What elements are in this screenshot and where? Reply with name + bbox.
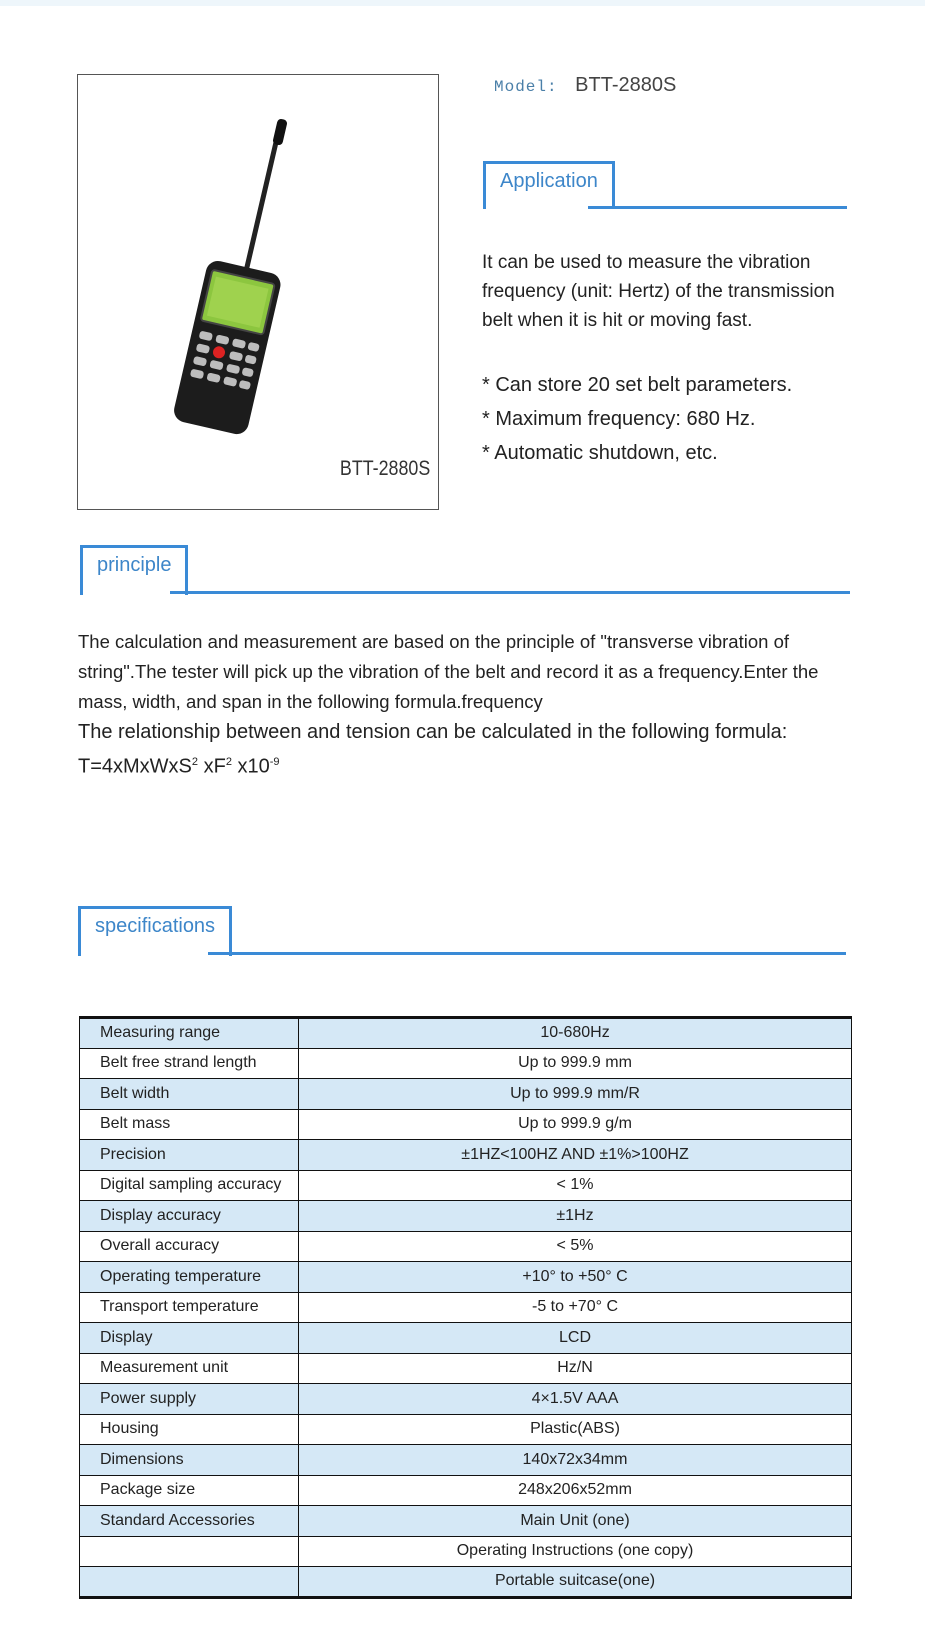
section-principle <box>80 545 850 595</box>
application-text: It can be used to measure the vibration frequency (unit: Hertz) of the transmission belt when it is hit or moving fast. <box>482 252 835 331</box>
section-title-principle: principle <box>80 545 188 595</box>
model-value: BTT-2880S <box>575 74 677 96</box>
model-line <box>494 74 676 97</box>
table-row <box>80 1506 852 1537</box>
spec-value: 4×1.5V AAA <box>299 1384 852 1415</box>
table-row <box>80 1079 852 1110</box>
spec-label: Digital sampling accuracy <box>80 1170 299 1201</box>
spec-label: Belt mass <box>80 1109 299 1140</box>
spec-label: Display accuracy <box>80 1201 299 1232</box>
principle-text <box>78 627 858 782</box>
spec-value: +10° to +50° C <box>299 1262 852 1293</box>
spec-label: Power supply <box>80 1384 299 1415</box>
table-row <box>80 1292 852 1323</box>
section-specifications <box>78 906 846 956</box>
spec-label: Standard Accessories <box>80 1506 299 1537</box>
spec-value: Operating Instructions (one copy) <box>299 1536 852 1567</box>
spec-label: Measurement unit <box>80 1353 299 1384</box>
table-row <box>80 1170 852 1201</box>
principle-paragraph: The relationship between and tension can be calculated in the following formula: <box>78 721 788 743</box>
spec-label: Display <box>80 1323 299 1354</box>
specifications-table <box>79 1016 852 1599</box>
spec-label: Housing <box>80 1414 299 1445</box>
feature-list <box>482 368 792 470</box>
spec-value: Hz/N <box>299 1353 852 1384</box>
table-row <box>80 1475 852 1506</box>
spec-label <box>80 1567 299 1598</box>
spec-value: Up to 999.9 g/m <box>299 1109 852 1140</box>
section-application <box>483 161 847 209</box>
feature-item: * Can store 20 set belt parameters. <box>482 374 793 396</box>
table-row <box>80 1536 852 1567</box>
feature-item: * Maximum frequency: 680 Hz. <box>482 408 756 430</box>
spec-label: Dimensions <box>80 1445 299 1476</box>
spec-value: < 5% <box>299 1231 852 1262</box>
spec-value: 248x206x52mm <box>299 1475 852 1506</box>
feature-item: * Automatic shutdown, etc. <box>482 442 718 464</box>
section-title-specifications: specifications <box>78 906 232 956</box>
spec-value: -5 to +70° C <box>299 1292 852 1323</box>
table-row <box>80 1414 852 1445</box>
table-row <box>80 1140 852 1171</box>
tension-formula: T=4xMxWxS$^2$ $xF^2$ $x10^{-9}$ <box>78 755 280 778</box>
spec-label: Operating temperature <box>80 1262 299 1293</box>
table-row <box>80 1048 852 1079</box>
spec-label: Transport temperature <box>80 1292 299 1323</box>
spec-label <box>80 1536 299 1567</box>
spec-label: Measuring range <box>80 1018 299 1049</box>
section-title-application: Application <box>483 161 615 209</box>
section-rule <box>208 952 846 955</box>
table-row <box>80 1445 852 1476</box>
principle-paragraph: The calculation and measurement are based on the principle of "transverse vibration of string".The tester will pick up the vibration of the belt and record it as a frequency.Enter the mass, width, and span in the following formula.frequency <box>78 631 819 712</box>
table-row <box>80 1231 852 1262</box>
table-row <box>80 1109 852 1140</box>
top-strip <box>0 0 925 6</box>
spec-label: Package size <box>80 1475 299 1506</box>
table-row <box>80 1201 852 1232</box>
table-row <box>80 1384 852 1415</box>
spec-value: 140x72x34mm <box>299 1445 852 1476</box>
model-label: Model: <box>494 78 558 96</box>
table-row <box>80 1353 852 1384</box>
spec-label: Precision <box>80 1140 299 1171</box>
spec-value: ±1HZ<100HZ AND ±1%>100HZ <box>299 1140 852 1171</box>
spec-value: Plastic(ABS) <box>299 1414 852 1445</box>
product-image <box>78 75 440 511</box>
table-row <box>80 1018 852 1049</box>
spec-value: < 1% <box>299 1170 852 1201</box>
spec-value: LCD <box>299 1323 852 1354</box>
table-row <box>80 1323 852 1354</box>
table-row <box>80 1262 852 1293</box>
product-caption: BTT-2880S <box>339 457 430 480</box>
spec-label: Belt free strand length <box>80 1048 299 1079</box>
spec-label: Belt width <box>80 1079 299 1110</box>
spec-value: ±1Hz <box>299 1201 852 1232</box>
spec-value: Main Unit (one) <box>299 1506 852 1537</box>
product-image-box <box>77 74 439 510</box>
section-rule <box>588 206 847 209</box>
spec-label: Overall accuracy <box>80 1231 299 1262</box>
spec-value: Portable suitcase(one) <box>299 1567 852 1598</box>
spec-value: Up to 999.9 mm <box>299 1048 852 1079</box>
table-row <box>80 1567 852 1598</box>
spec-value: 10-680Hz <box>299 1018 852 1049</box>
section-rule <box>170 591 850 594</box>
spec-value: Up to 999.9 mm/R <box>299 1079 852 1110</box>
